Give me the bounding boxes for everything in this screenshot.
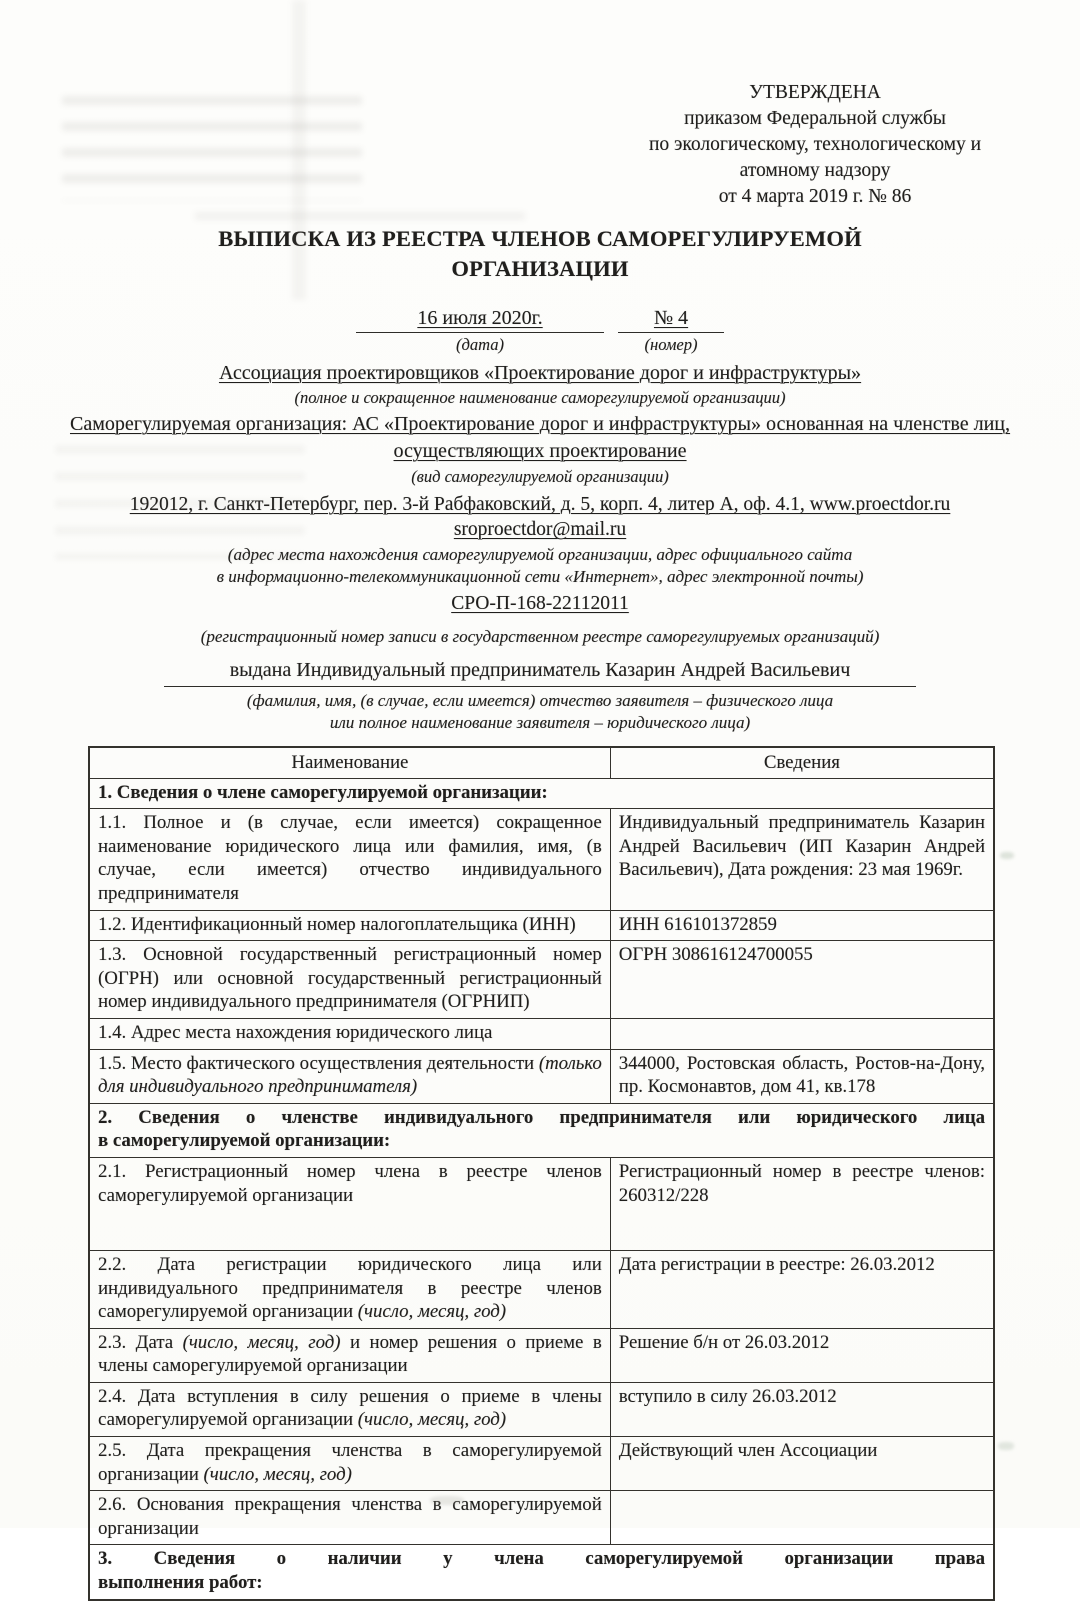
organization-address-caption: в информационно-телекоммуникационной сети «Интернет», адрес электронной почты) <box>216 567 864 586</box>
section-row <box>89 778 994 809</box>
table-row <box>89 809 994 910</box>
row-value-cell: вступило в силу 26.03.2012 <box>610 1382 994 1436</box>
approval-line: по экологическому, технологическому и <box>648 134 982 155</box>
table-row <box>89 1157 994 1250</box>
section-row <box>89 1545 994 1600</box>
row-value-cell: ИНН 616101372859 <box>610 910 994 941</box>
row-value-cell: 344000, Ростовская область, Ростов-на-Дону, пр. Космонавтов, дом 41, кв.178 <box>610 1049 994 1103</box>
issue-date-caption: (дата) <box>456 335 504 354</box>
row-name-cell: 1.5. Место фактического осуществления деятельности (только для индивидуального предпринимателя) <box>89 1049 610 1103</box>
row-name-cell: 2.2. Дата регистрации юридического лица или индивидуального предпринимателя в реестре членов саморегулируемой организации (число, месяц, год) <box>89 1250 610 1328</box>
row-name-cell: 2.5. Дата прекращения членства в саморегулируемой организации (число, месяц, год) <box>89 1437 610 1491</box>
table-row <box>89 1491 994 1545</box>
table-row <box>89 1250 994 1328</box>
row-name-cell: 1.1. Полное и (в случае, если имеется) сокращенное наименование юридического лица или фамилия, имя, (в случае, если имеется) отчество индивидуального предпринимателя <box>89 809 610 910</box>
row-name-cell: 1.3. Основной государственный регистрационный номер (ОГРН) или основной государственный регистрационный номер индивидуального предпринимателя (ОГРНИП) <box>89 941 610 1019</box>
row-name-cell: 2.4. Дата вступления в силу решения о приеме в члены саморегулируемой организации (число, месяц, год) <box>89 1382 610 1436</box>
row-value-cell <box>610 1491 994 1545</box>
row-value-cell: Дата регистрации в реестре: 26.03.2012 <box>610 1250 994 1328</box>
organization-name-caption: (полное и сокращенное наименование саморегулируемой организации) <box>294 388 786 407</box>
approval-line: приказом Федеральной службы <box>684 108 946 129</box>
approval-line: атомному надзору <box>739 160 891 181</box>
table-row <box>89 941 994 1019</box>
organization-address-caption: (адрес места нахождения саморегулируемой организации, адрес официального сайта <box>227 545 853 564</box>
issued-to-caption: или полное наименование заявителя – юридического лица) <box>329 713 751 732</box>
issue-row <box>0 306 1080 355</box>
row-name-cell: 2.3. Дата (число, месяц, год) и номер решения о приеме в члены саморегулируемой организации <box>89 1328 610 1382</box>
scan-speck <box>1000 852 1014 859</box>
approval-block <box>612 80 1018 210</box>
table-row <box>89 1049 994 1103</box>
row-value-cell: Регистрационный номер в реестре членов: 260312/228 <box>610 1157 994 1250</box>
table-header-row <box>89 747 994 778</box>
organization-address: 192012, г. Санкт-Петербург, пер. 3-й Рабфаковский, д. 5, корп. 4, литер А, оф. 4.1, www.proectdor.ru <box>129 494 951 515</box>
section-title: 2. Сведения о членстве индивидуального предпринимателя или юридического лица в саморегулируемой организации: <box>89 1103 994 1157</box>
table-row <box>89 1018 994 1049</box>
issue-number-caption: (номер) <box>644 335 698 354</box>
registry-number-caption: (регистрационный номер записи в государственном реестре саморегулируемых организаций) <box>200 627 880 646</box>
page-title: ВЫПИСКА ИЗ РЕЕСТРА ЧЛЕНОВ САМОРЕГУЛИРУЕМОЙ ОРГАНИЗАЦИИ <box>218 226 862 281</box>
issued-to-caption: (фамилия, имя, (в случае, если имеется) отчество заявителя – физического лица <box>246 691 834 710</box>
section-row <box>89 1103 994 1157</box>
row-name-cell: 2.6. Основания прекращения членства в саморегулируемой организации <box>89 1491 610 1545</box>
approval-line: УТВЕРЖДЕНА <box>749 82 881 103</box>
column-header-name: Наименование <box>89 747 610 778</box>
issue-number-value: № 4 <box>653 307 689 329</box>
registry-number: СРО-П-168-22112011 <box>451 593 629 614</box>
organization-type-caption: (вид саморегулируемой организации) <box>411 467 669 486</box>
issue-number-field <box>618 306 724 355</box>
issue-date-field <box>356 306 604 355</box>
table-row <box>89 1382 994 1436</box>
row-value-cell: ОГРН 308616124700055 <box>610 941 994 1019</box>
row-name-cell: 1.4. Адрес места нахождения юридического лица <box>89 1018 610 1049</box>
table-row <box>89 1328 994 1382</box>
scan-bleedthrough-smudge <box>62 96 362 201</box>
section-title: 1. Сведения о члене саморегулируемой организации: <box>89 778 994 809</box>
row-value-cell: Индивидуальный предприниматель Казарин Андрей Васильевич (ИП Казарин Андрей Васильевич), Дата рождения: 23 мая 1969г. <box>610 809 994 910</box>
row-value-cell <box>610 1018 994 1049</box>
scan-speck <box>998 1442 1014 1450</box>
section-title: 3. Сведения о наличии у члена саморегулируемой организации права выполнения работ: <box>89 1545 994 1600</box>
scan-bleedthrough-smudge <box>195 212 525 220</box>
approval-line: от 4 марта 2019 г. № 86 <box>718 186 912 207</box>
column-header-details: Сведения <box>610 747 994 778</box>
row-value-cell: Действующий член Ассоциации <box>610 1437 994 1491</box>
table-row <box>89 1437 994 1491</box>
organization-email: sroproectdor@mail.ru <box>453 519 627 540</box>
row-name-cell: 1.2. Идентификационный номер налогоплательщика (ИНН) <box>89 910 610 941</box>
organization-type: Саморегулируемая организация: АС «Проектирование дорог и инфраструктуры» основанная на членстве лиц, осуществляющих проектирование <box>69 413 1011 462</box>
row-value-cell: Решение б/н от 26.03.2012 <box>610 1328 994 1382</box>
row-name-cell: 2.1. Регистрационный номер члена в реестре членов саморегулируемой организации <box>89 1157 610 1250</box>
registry-table <box>88 746 995 1601</box>
issue-date-value: 16 июля 2020г. <box>417 307 543 329</box>
organization-name: Ассоциация проектировщиков «Проектирование дорог и инфраструктуры» <box>218 362 862 384</box>
table-row <box>89 910 994 941</box>
issued-to-line: выдана Индивидуальный предприниматель Казарин Андрей Васильевич <box>164 657 916 687</box>
